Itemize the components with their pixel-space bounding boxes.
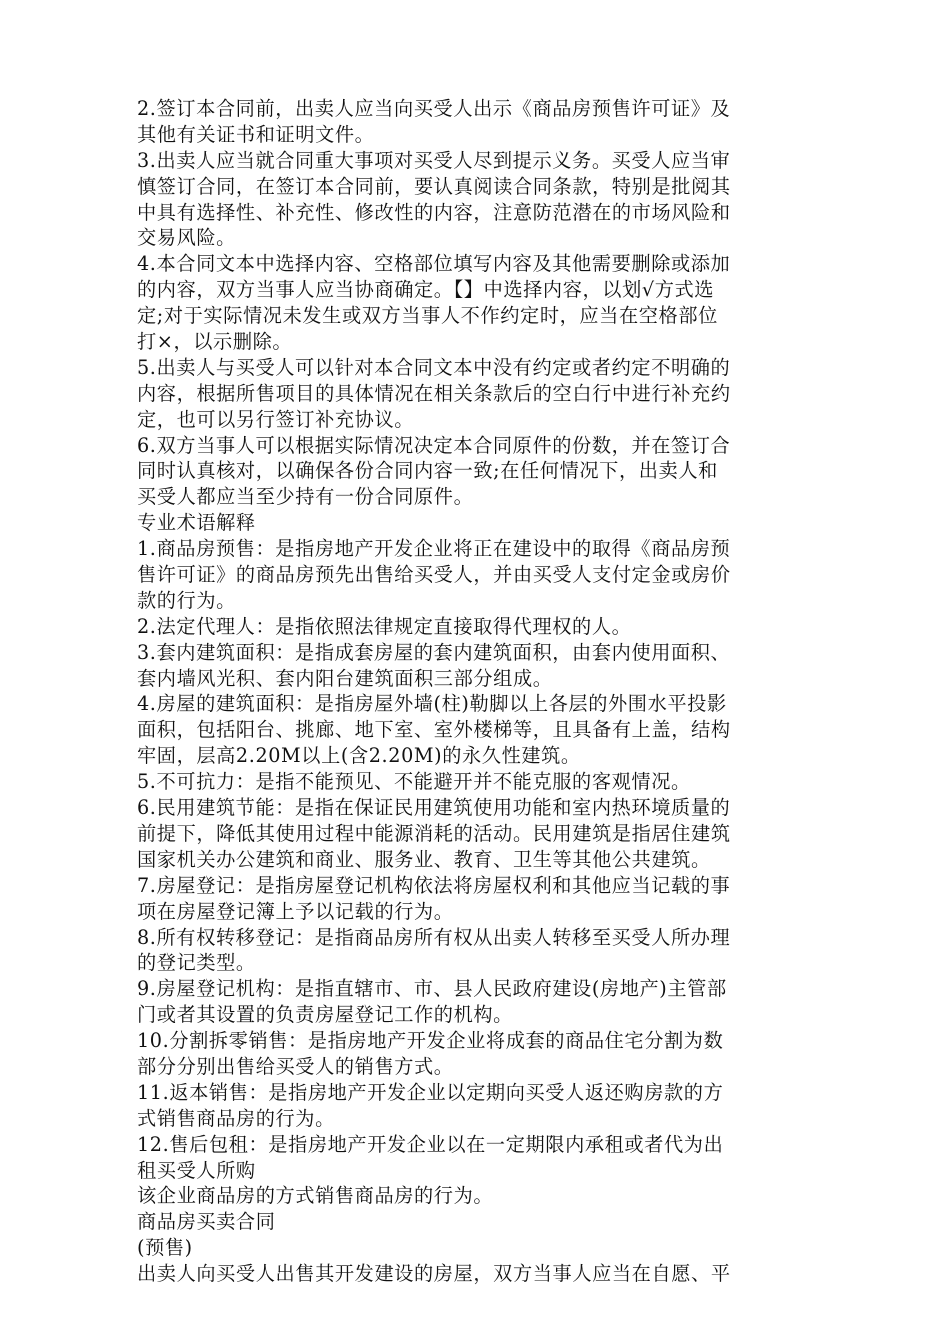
text-line: 10.分割拆零销售：是指房地产开发企业将成套的商品住宅分割为数 [137, 1029, 724, 1053]
text-line: 3.套内建筑面积：是指成套房屋的套内建筑面积，由套内使用面积、 [137, 640, 731, 664]
text-line: 出卖人向买受人出售其开发建设的房屋，双方当事人应当在自愿、平 [137, 1262, 731, 1286]
contract-subtitle: (预售) [137, 1236, 193, 1260]
text-line: 2.法定代理人：是指依照法律规定直接取得代理权的人。 [137, 614, 632, 638]
text-line: 7.房屋登记：是指房屋登记机构依法将房屋权利和其他应当记载的事 [137, 873, 731, 897]
text-line: 4.本合同文本中选择内容、空格部位填写内容及其他需要删除或添加 [137, 252, 731, 276]
text-line: 定;对于实际情况未发生或双方当事人不作约定时，应当在空格部位 [137, 304, 718, 328]
text-line: 2.签订本合同前，出卖人应当向买受人出示《商品房预售许可证》及 [137, 97, 731, 120]
text-line: 租买受人所购 [137, 1158, 256, 1182]
text-line: 12.售后包租：是指房地产开发企业以在一定期限内承租或者代为出 [137, 1132, 724, 1156]
text-line: 套内墙风光积、套内阳台建筑面积三部分组成。 [137, 666, 553, 690]
contract-title: 商品房买卖合同 [137, 1210, 276, 1234]
text-line: 打×，以示删除。 [137, 330, 293, 354]
text-line: 面积，包括阳台、挑廊、地下室、室外楼梯等，且具备有上盖，结构 [137, 718, 731, 742]
text-line: 前提下，降低其使用过程中能源消耗的活动。民用建筑是指居住建筑 [137, 821, 731, 845]
text-line: 内容，根据所售项目的具体情况在相关条款后的空白行中进行补充约 [137, 381, 731, 405]
text-line: 中具有选择性、补充性、修改性的内容，注意防范潜在的市场风险和 [137, 200, 731, 224]
text-line: 5.不可抗力：是指不能预见、不能避开并不能克服的客观情况。 [137, 770, 691, 794]
text-line: 买受人都应当至少持有一份合同原件。 [137, 485, 474, 509]
section-heading: 专业术语解释 [137, 511, 256, 535]
text-line: 5.出卖人与买受人可以针对本合同文本中没有约定或者约定不明确的 [137, 355, 731, 379]
text-line: 式销售商品房的行为。 [137, 1106, 335, 1130]
text-line: 的内容，双方当事人应当协商确定。【】中选择内容，以划√方式选 [137, 278, 715, 302]
text-line: 门或者其设置的负责房屋登记工作的机构。 [137, 1003, 513, 1027]
text-line: 交易风险。 [137, 226, 236, 250]
text-line: 11.返本销售：是指房地产开发企业以定期向买受人返还购房款的方 [137, 1080, 724, 1104]
text-line: 售许可证》的商品房预先出售给买受人，并由买受人支付定金或房价 [137, 563, 731, 587]
text-line: 1.商品房预售：是指房地产开发企业将正在建设中的取得《商品房预 [137, 537, 731, 561]
text-line: 项在房屋登记簿上予以记载的行为。 [137, 899, 454, 923]
text-line: 定，也可以另行签订补充协议。 [137, 407, 415, 431]
text-line: 9.房屋登记机构：是指直辖市、市、县人民政府建设(房地产)主管部 [137, 977, 727, 1001]
text-line: 6.民用建筑节能：是指在保证民用建筑使用功能和室内热环境质量的 [137, 796, 731, 820]
text-line: 部分分别出售给买受人的销售方式。 [137, 1054, 454, 1078]
text-line: 慎签订合同，在签订本合同前，要认真阅读合同条款，特别是批阅其 [137, 174, 731, 198]
document-body [137, 96, 817, 1287]
text-line: 其他有关证书和证明文件。 [137, 122, 375, 146]
text-line: 6.双方当事人可以根据实际情况决定本合同原件的份数，并在签订合 [137, 433, 731, 457]
text-line: 4.房屋的建筑面积：是指房屋外墙(柱)勒脚以上各层的外围水平投影 [137, 692, 727, 716]
text-line: 国家机关办公建筑和商业、服务业、教育、卫生等其他公共建筑。 [137, 847, 711, 871]
text-line: 该企业商品房的方式销售商品房的行为。 [137, 1184, 494, 1208]
text-line: 牢固，层高2.20M以上(含2.20M)的永久性建筑。 [137, 744, 581, 768]
text-line: 8.所有权转移登记：是指商品房所有权从出卖人转移至买受人所办理 [137, 925, 731, 949]
text-line: 的登记类型。 [137, 951, 256, 975]
text-line: 同时认真核对，以确保各份合同内容一致;在任何情况下，出卖人和 [137, 459, 718, 483]
text-line: 3.出卖人应当就合同重大事项对买受人尽到提示义务。买受人应当审 [137, 148, 731, 172]
text-line: 款的行为。 [137, 588, 236, 612]
